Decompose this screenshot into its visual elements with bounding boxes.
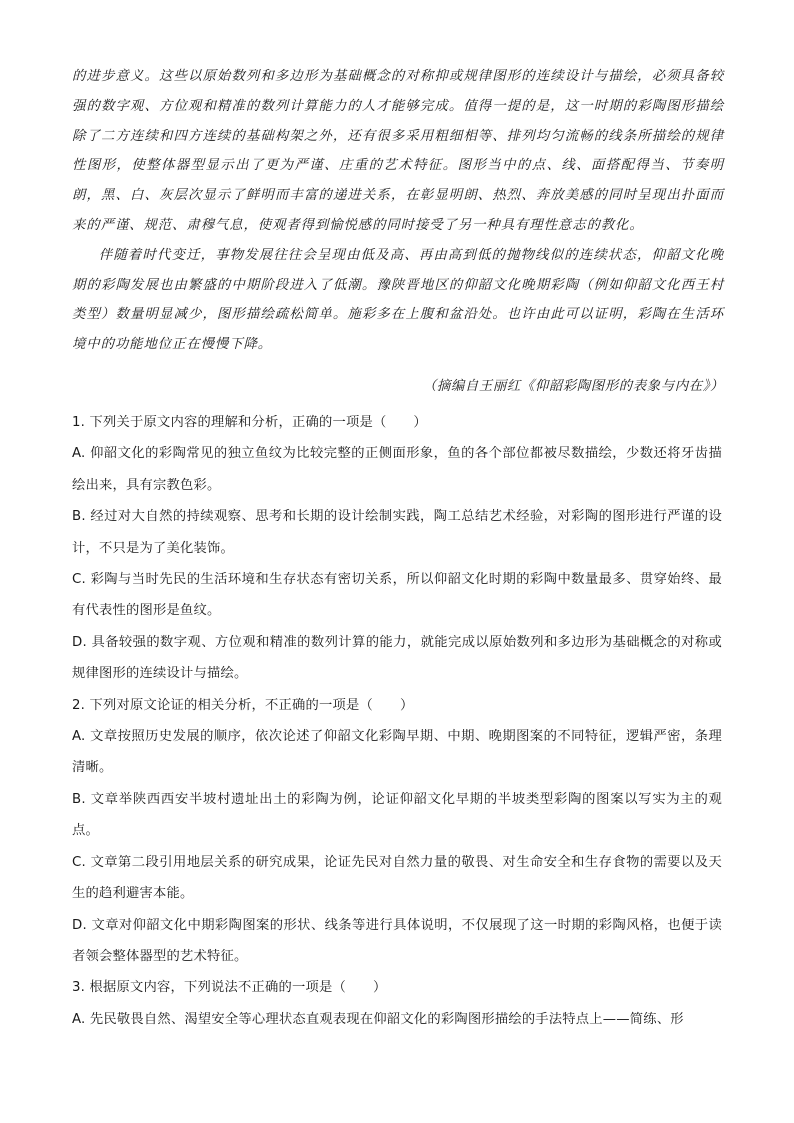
option-a: A. 仰韶文化的彩陶常见的独立鱼纹为比较完整的正侧面形象，鱼的各个部位都被尽数描绘，少数还将牙齿描绘出来，具有宗教色彩。 (72, 446, 722, 493)
passage-paragraph: 的进步意义。这些以原始数列和多边形为基础概念的对称抑或规律图形的连续设计与描绘，必须具备较强的数字观、方位观和精准的数列计算能力的人才能够完成。值得一提的是，这一时期的彩陶图形描绘除了二方连续和四方连续的基础构架之外，还有很多采用粗细相等、排列均匀流畅的线条所描绘的规律性图形，使整体器型显示出了更为严谨、庄重的艺术特征。图形当中的点、线、面搭配得当、节奏明朗，黑、白、灰层次显示了鲜明而丰富的递进关系，在彰显明朗、热烈、奔放美感的同时呈现出扑面而来的严谨、规范、肃穆气息，使观者得到愉悦感的同时接受了另一种具有理性意志的教化。 (72, 69, 724, 233)
question-stem: 2. 下列对原文论证的相关分析，不正确的一项是（ ） (72, 697, 414, 713)
option-c: C. 文章第二段引用地层关系的研究成果，论证先民对自然力量的敬畏、对生命安全和生存食物的需要以及天生的趋利避害本能。 (72, 854, 722, 902)
reading-passage (72, 62, 724, 360)
option-b: B. 经过对大自然的持续观察、思考和长期的设计绘制实践，陶工总结艺术经验，对彩陶的图形进行严谨的设计，不只是为了美化装饰。 (72, 509, 722, 556)
question-block (72, 407, 722, 690)
passage-source: （摘编自王丽红《仰韶彩陶图形的表象与内在》） (422, 379, 724, 394)
question-stem: 1. 下列关于原文内容的理解和分析，正确的一项是（ ） (72, 415, 427, 430)
passage-paragraph: 伴随着时代变迁，事物发展往往会呈现由低及高、再由高到低的抛物线似的连续状态，仰韶文化晚期的彩陶发展也由繁盛的中期阶段进入了低潮。豫陕晋地区的仰韶文化晚期彩陶（例如仰韶文化西王村类型）数量明显减少，图形描绘疏松简单。施彩多在上腹和盆沿处。也许由此可以证明，彩陶在生活环境中的功能地位正在慢慢下降。 (72, 247, 724, 353)
question-block (72, 690, 722, 973)
question-stem: 3. 根据原文内容，下列说法不正确的一项是（ ） (72, 980, 387, 996)
option-c: C. 彩陶与当时先民的生活环境和生存状态有密切关系，所以仰韶文化时期的彩陶中数量最多、贯穿始终、最有代表性的图形是鱼纹。 (72, 572, 722, 619)
option-d: D. 文章对仰韶文化中期彩陶图案的形状、线条等进行具体说明，不仅展现了这一时期的彩陶风格，也便于读者领会整体器型的艺术特征。 (72, 917, 722, 964)
question-block (72, 972, 722, 1035)
option-a: A. 先民敬畏自然、渴望安全等心理状态直观表现在仰韶文化的彩陶图形描绘的手法特点上——简练、形 (72, 1011, 684, 1027)
option-d: D. 具备较强的数字观、方位观和精准的数列计算的能力，就能完成以原始数列和多边形为基础概念的对称或规律图形的连续设计与描绘。 (72, 634, 722, 682)
question-list (72, 407, 722, 1035)
option-a: A. 文章按照历史发展的顺序，依次论述了仰韶文化彩陶早期、中期、晚期图案的不同特征，逻辑严密，条理清晰。 (72, 729, 722, 776)
option-b: B. 文章举陕西西安半坡村遗址出土的彩陶为例，论证仰韶文化早期的半坡类型彩陶的图案以写实为主的观点。 (72, 791, 722, 839)
